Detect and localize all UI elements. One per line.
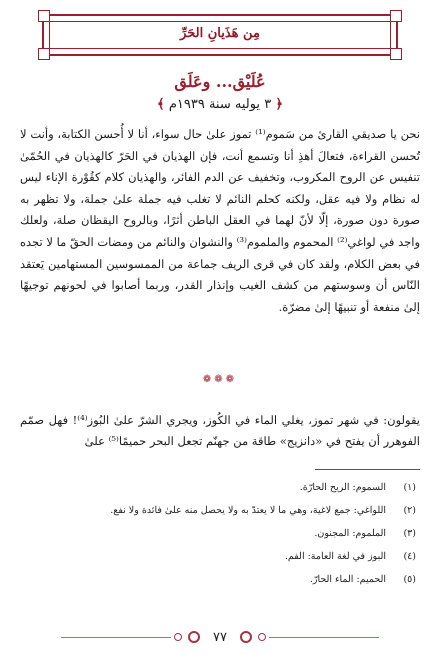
footnote-number: (٤) [403, 551, 416, 562]
rosette-icon [188, 631, 200, 643]
article-title: عُلَيْق... وعَلَق [174, 72, 266, 91]
footnote-text: الحميم: الماء الحارّ. [309, 574, 386, 585]
corner-ornament [38, 10, 50, 22]
footnote-number: (٣) [403, 528, 416, 539]
footnote-text: البوز في لغة العامة: الفم. [284, 551, 386, 562]
body-paragraph: يقولون: في شهر تموز، يغلي الماء في الكُوز، ويجري الشرّ علىٰ البُوز⁽⁴⁾! فهل صمّم الفوهرر أن يفتح في «دانزيج» طاقة من جهنّم تجعل البحر حميمًا⁽⁵⁾ علىٰ [20, 412, 420, 449]
ornament-line [269, 637, 379, 638]
footnote-number: (٢) [403, 505, 416, 516]
article-date [0, 97, 440, 112]
ornamental-bracket-open: ﴿ [275, 97, 283, 112]
rosette-icon [174, 633, 182, 641]
article-body [20, 124, 420, 318]
footnote-text: اللواغي: جمع لاغية، وهي ما لا يعتدّ به ولا يحصل منه علىٰ فائدة ولا نفع. [110, 505, 386, 516]
footnote [20, 574, 416, 586]
footnote [20, 551, 416, 563]
footnote-number: (١) [403, 482, 416, 493]
body-paragraph: نحن يا صديقي القارئ من سَموم⁽¹⁾ تموز علىٰ حال سواء، أنا لا أُحسن الكتابة، وأنت لا تُحسن القراءة، فتعالَ أهذِ أنا وتسمع أنت، فإن الهذيان في الحَرّ كالهذيان في الحُمّىٰ تنفيس عن الروح المكروب، وتخفيف عن الدم الفائر، والهذيان كلام كقُوْرة الإناء ليس له نظام ولا فيه عقل، ولكنه كحلم النائم لا تغلب فيه جملة علىٰ جملة، ولا تظهر به صورة دون صورة، إلّا لأنّ لهما في العقل الباطن أثرًا، وبالروح اليقظان صلة، ولعلك واجد في لواغي⁽²⁾ المحموم والملموم⁽³⁾ والنشوان والنائم من ومضات الحقّ ما لا تجده في بعض الكلام، ولقد كان في قرى الريف جماعة من الممسوسين المستهامين يَعتقد النّاس أن وسوستهم من كشف الغيب وإنذار القدر، وربما أصابوا في لحونهم توجيهًا إلىٰ منفعة أو تنبيهًا إلىٰ مضرّة. [20, 127, 421, 314]
page-number: ٧٧ [213, 629, 227, 645]
ornament-line [61, 637, 171, 638]
page-footer [0, 628, 440, 646]
footnote [20, 482, 416, 494]
header-banner [42, 14, 398, 56]
rosette-icon [240, 631, 252, 643]
running-header-title: مِن هَذَيانِ الحَرِّ [180, 26, 260, 41]
ornamental-bracket-close: ﴾ [157, 97, 165, 112]
corner-ornament [390, 10, 402, 22]
footnote-text: الملموم: المجنون. [314, 528, 386, 539]
footnote [20, 528, 416, 540]
footnote-number: (٥) [403, 574, 416, 585]
rosette-icon [258, 633, 266, 641]
date-text: ٣ يوليه سنة ١٩٣٩م [168, 97, 272, 112]
section-separator: ❁❁❁ [202, 374, 238, 385]
footnote-text: السموم: الريح الحارّة. [299, 482, 386, 493]
corner-ornament [390, 48, 402, 60]
article-body-continued [20, 398, 420, 464]
footnotes [20, 482, 416, 597]
corner-ornament [38, 48, 50, 60]
footnote-rule [315, 469, 420, 470]
footnote [20, 505, 416, 517]
